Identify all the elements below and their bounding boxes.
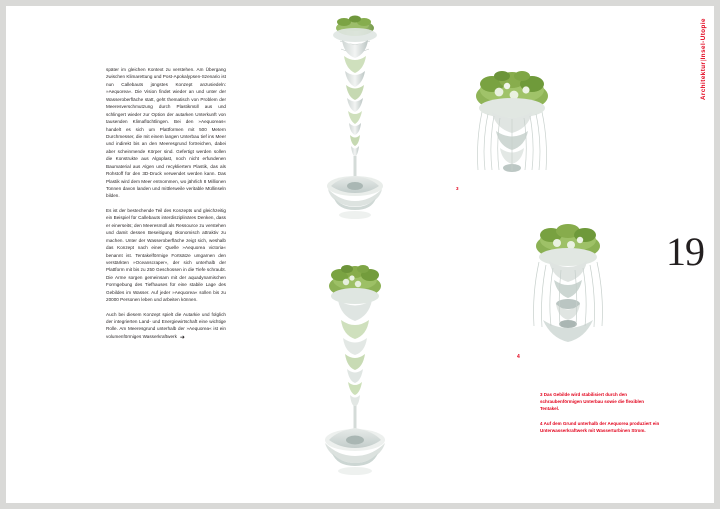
body-paragraph-3-text: Auch bei diesem Konzept spielt die Autarkie und folglich der integrierten Land- und Energiewirtschaft eine wichtige Rolle. Am Meeresgrund unterhalb der »Aequorea« ist ein volumenförmiges Wasserkraftwerk xyxy=(106,311,226,339)
figure-detail-top xyxy=(452,56,572,196)
caption-4-number: 4 xyxy=(540,420,543,426)
tower-top-illustration xyxy=(300,8,410,230)
caption-3 xyxy=(540,392,660,413)
caption-block xyxy=(540,392,660,443)
running-head-right: Insel-Utopie xyxy=(700,18,707,60)
figure-tower-top xyxy=(300,8,410,230)
body-paragraph-1: später im gleichen Kontext zu verstehen. Am Übergang zwischen Klimarettung und Post-Apokalypsen-Szenario ist nun Callebauts jüngstes Konzept anzusiedeln: »Aequorea«. Die Vision findet wieder an und unter der Wasseroberfläche statt, geht thematisch von Problem der Meeresverschmutzung durch Plastikmüll aus und schlingert wieder zur Option der autarken Unterkunft von tausenden Klimaflüchtlingen. Bei den »Aequoreas« handelt es sich um Plattformen mit 500 Metern Durchmesser, die mit einem langen Unterbau tief ins Meer und indirekt bis an den Meeresgrund fortreichen, dabei aber scheinmende Körper sind. Gefertigt werden sollen die Konstrukte aus Algoplast, noch nicht erfundenen Baumaterial aus Algen und recykliertem Plastik, das als Rohstoff für den 3D-Druck verwendet werden kann. Das Plastik wird dem Meer entnommen, wo jährlich 8 Millionen Tonnen davon landen und mittlerweile veritable Müllinseln bilden. xyxy=(106,67,226,199)
running-head-separator: | xyxy=(700,59,707,62)
caption-4 xyxy=(540,421,660,435)
figure-number-3: 3 xyxy=(456,186,459,191)
body-text-column xyxy=(106,66,226,348)
figure-detail-bottom xyxy=(513,212,631,364)
caption-3-number: 3 xyxy=(540,392,543,397)
caption-4-text: Auf dem Grund unterhalb der Aequorea produziert ein Unterwasserkraftwerk mit Wasserturbinen Strom. xyxy=(540,420,660,433)
running-head xyxy=(700,18,707,100)
figure-number-4: 4 xyxy=(517,354,520,360)
page-number: 19 xyxy=(666,229,704,274)
caption-3-text: Das Gebilde wird stabilisiert durch den schraubenförmigen Unterbau sowie die flexiblen Tentakel. xyxy=(540,392,645,411)
continuation-arrow-icon: ➜ xyxy=(179,334,185,341)
body-paragraph-2: Es ist der bestechende Teil des Konzepts und gleichzeitig ein Beispiel für Callebauts interdisziplinäres Denken, dass er einerseits; den Meeresmüll als Ressource zu verstehen und damit dessen Beseitigung ökonomisch attraktiv zu machen. Unter der Wasseroberfläche zeigt sich, weshalb das Konzept nach einer Quelle »Aequorea victoria« benannt ist. Tentakelförmige Fortsätze umgarnen den verstärkten »Oceanscraper«, der sich unterhalb der Plattform mit bis zu 250 Geschossen in die Tiefe schraubt. Die Arme sorgen gemeinsam mit der aquadynamischen Formgebung des Tiefhauses für eine stabile Lage des Gebildes im Wasser. Auf jeder »Aequorea« sollen bis zu 20000 Personen leben und arbeiten können. xyxy=(106,207,226,303)
detail-top-illustration xyxy=(452,56,572,196)
body-paragraph-3 xyxy=(106,311,226,341)
detail-bottom-illustration xyxy=(513,212,631,364)
tower-bottom-illustration xyxy=(300,252,410,480)
running-head-left: Architektur xyxy=(700,61,707,101)
figure-tower-bottom xyxy=(300,252,410,480)
